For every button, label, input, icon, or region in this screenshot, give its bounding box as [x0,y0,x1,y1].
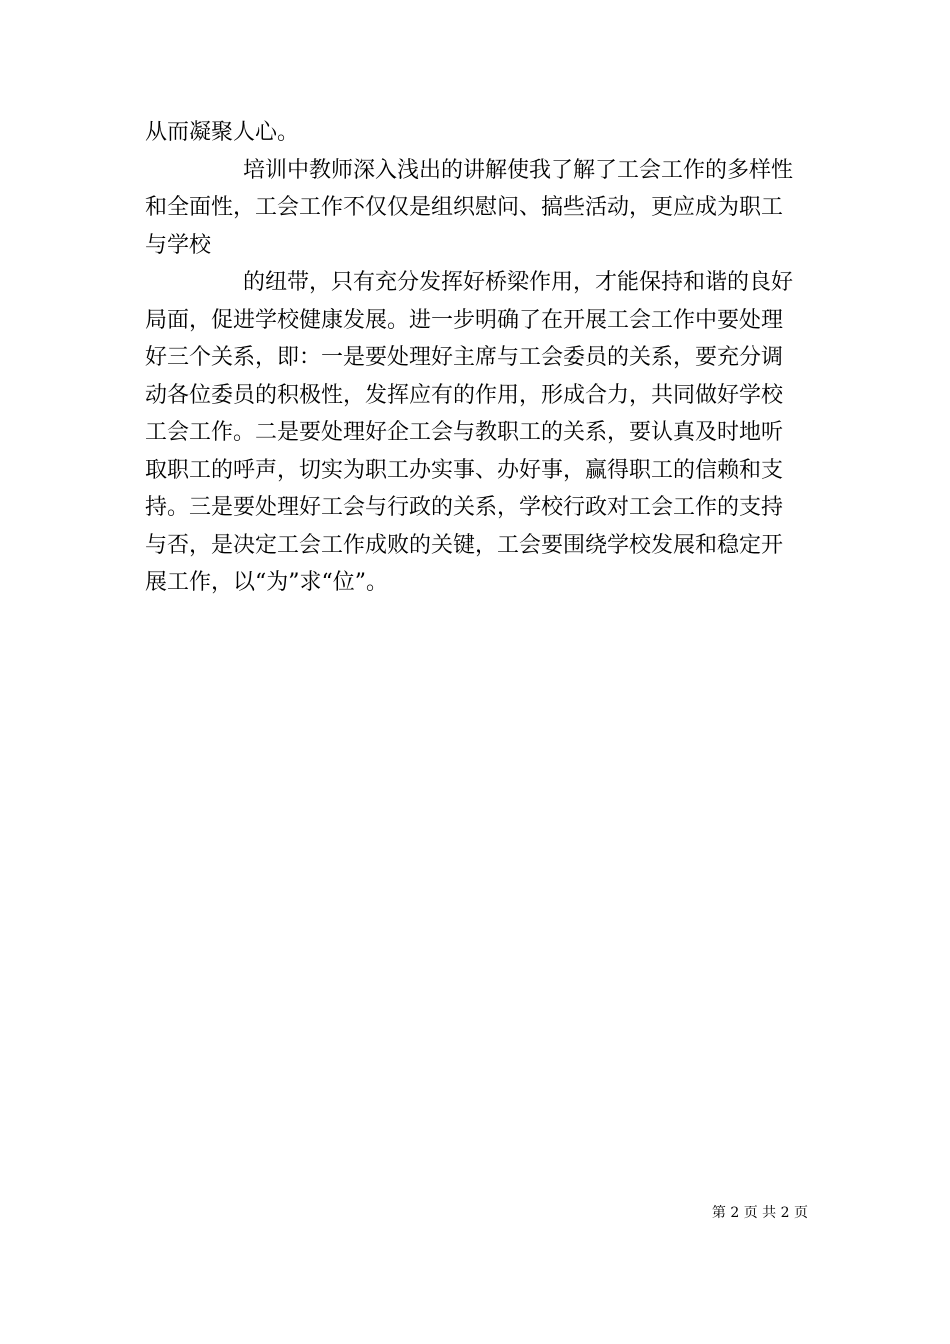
text-line: 局面，促进学校健康发展。进一步明确了在开展工会工作中要处理 [145,307,784,333]
text-line: 动各位委员的积极性，发挥应有的作用，形成合力，共同做好学校 [145,382,784,408]
text-line: 培训中教师深入浅出的讲解使我了解了工会工作的多样性 [243,157,794,183]
text-line: 工会工作。二是要处理好企工会与教职工的关系，要认真及时地听 [145,420,784,445]
page-number-footer: 第 2 页 共 2 页 [711,1205,808,1221]
document-body [145,114,807,602]
text-line: 持。三是要处理好工会与行政的关系，学校行政对工会工作的支持 [145,495,784,520]
text-line: 与否，是决定工会工作成败的关键，工会要围绕学校发展和稳定开 [145,532,784,558]
text-line: 和全面性，工会工作不仅仅是组织慰问、搞些活动，更应成为职工 [145,195,784,220]
text-line: 好三个关系，即：一是要处理好主席与工会委员的关系，要充分调 [145,345,784,370]
text-line: 与学校 [145,232,212,258]
text-line: 的纽带，只有充分发挥好桥梁作用，才能保持和谐的良好 [243,270,794,295]
text-line: 从而凝聚人心。 [145,120,300,145]
text-line: 展工作，以“为”求“位”。 [145,570,388,595]
text-line: 取职工的呼声，切实为职工办实事、办好事，赢得职工的信赖和支 [145,457,784,483]
